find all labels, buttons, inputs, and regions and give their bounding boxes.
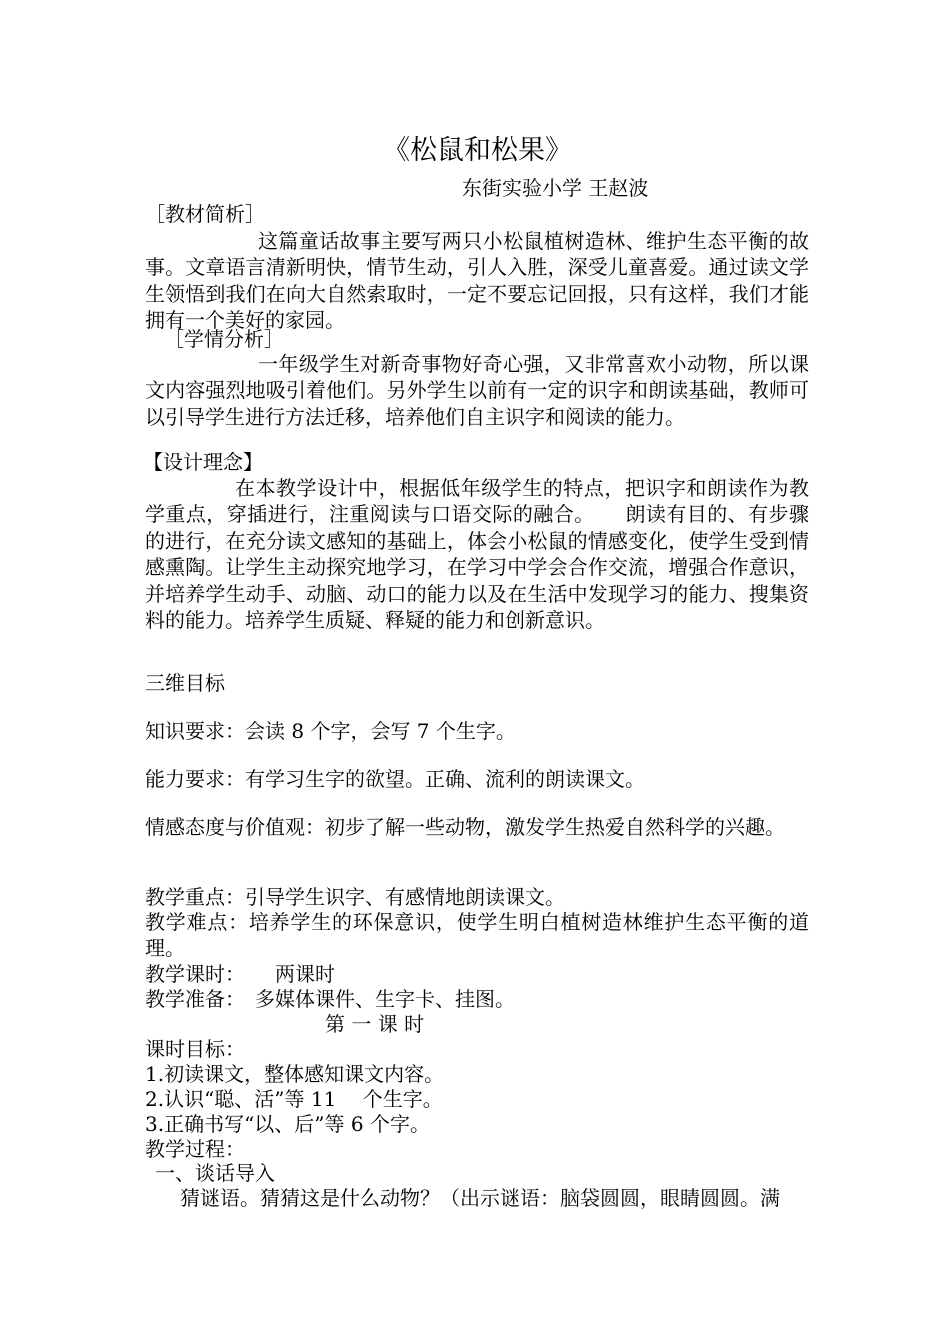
author-line: 东街实验小学 王赵波 <box>462 176 649 200</box>
step1-heading: 一、谈话导入 <box>155 1161 275 1185</box>
difficult-point: 教学难点：培养学生的环保意识，使学生明白植树造林维护生态平衡的道理。 <box>145 910 809 961</box>
teaching-preparation: 教学准备： 多媒体课件、生字卡、挂图。 <box>145 987 515 1011</box>
goal-knowledge: 知识要求：会读 8 个字，会写 7 个生字。 <box>145 719 516 743</box>
section-body-materials: 这篇童话故事主要写两只小松鼠植树造林、维护生态平衡的故事。文章语言清新明快，情节生动，引人入胜，深受儿童喜爱。通过读文学生领悟到我们在向大自然索取时，一定不要忘记回报，只有这样，我们才能拥有一个美好的家园。 <box>145 229 809 333</box>
lesson-goals-label: 课时目标： <box>145 1037 245 1061</box>
document-title: 《松鼠和松果》 <box>383 135 572 166</box>
section-body-students: 一年级学生对新奇事物好奇心强，又非常喜欢小动物，所以课文内容强烈地吸引着他们。另外学生以前有一定的识字和朗读基础，教师可以引导学生进行方法迁移，培养他们自主识字和阅读的能力。 <box>145 352 809 429</box>
goals-heading: 三维目标 <box>145 671 225 695</box>
lesson-goal-item: 2.认识“聪、活”等 11 个生字。 <box>145 1087 443 1111</box>
section-heading-design: 【设计理念】 <box>143 450 263 474</box>
section-heading-students: ［学情分析］ <box>164 327 284 351</box>
key-point: 教学重点：引导学生识字、有感情地朗读课文。 <box>145 885 565 909</box>
teaching-periods: 教学课时： 两课时 <box>145 962 335 986</box>
section-body-design: 在本教学设计中，根据低年级学生的特点，把识字和朗读作为教学重点，穿插进行，注重阅读与口语交际的融合。 朗读有目的、有步骤的进行，在充分读文感知的基础上，体会小松鼠的情感变化，使学生受到情感熏陶。让学生主动探究地学习，在学习中学会合作交流，增强合作意识，并培养学生动手、动脑、动口的能力以及在生活中发现学习的能力、搜集资料的能力。培养学生质疑、释疑的能力和创新意识。 <box>145 476 809 633</box>
lesson-goal-item: 3.正确书写“以、后”等 6 个字。 <box>145 1112 430 1136</box>
lesson-heading: 第 一 课 时 <box>325 1012 425 1036</box>
section-heading-materials: ［教材简析］ <box>145 202 265 226</box>
process-label: 教学过程： <box>145 1137 245 1161</box>
goal-ability: 能力要求：有学习生字的欲望。正确、流利的朗读课文。 <box>145 767 645 791</box>
goal-emotion: 情感态度与价值观：初步了解一些动物，激发学生热爱自然科学的兴趣。 <box>145 815 785 839</box>
lesson-goal-item: 1.初读课文，整体感知课文内容。 <box>145 1062 445 1086</box>
step1-body: 猜谜语。猜猜这是什么动物？（出示谜语：脑袋圆圆，眼睛圆圆。满 <box>180 1186 780 1210</box>
